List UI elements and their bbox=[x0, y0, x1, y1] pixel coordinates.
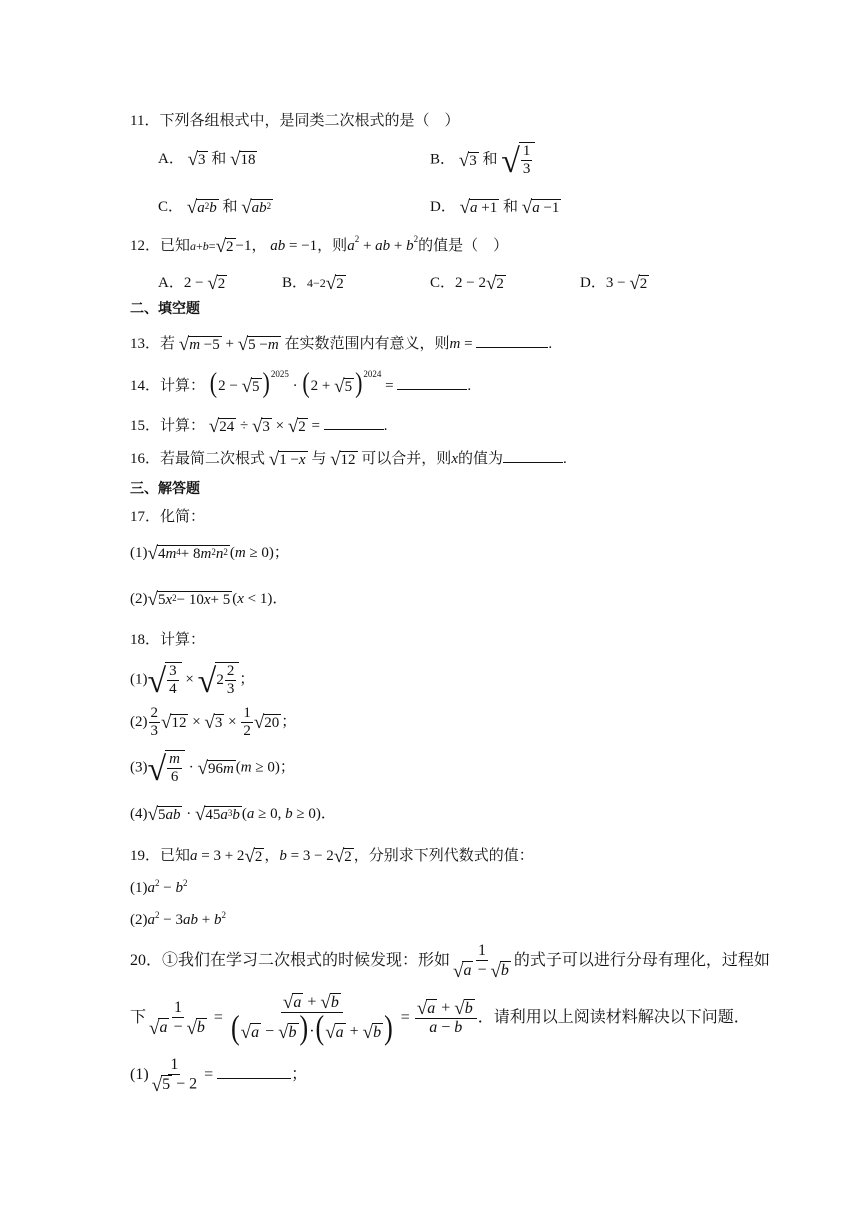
sqrt-20: √ 20 bbox=[253, 712, 280, 734]
q15-pre: 15．计算： bbox=[130, 418, 206, 434]
q15-end: . bbox=[383, 418, 388, 434]
option-label: D． bbox=[430, 198, 456, 215]
sqrt-one-third: √ $\frac{1}{3}$ bbox=[501, 142, 535, 179]
q11-option-a bbox=[158, 150, 257, 169]
q12-option-a: A．2 − √ 2 bbox=[158, 273, 226, 294]
sqrt-2: √ 2 bbox=[287, 416, 306, 438]
q17-part1: (1) √ 4 m $^4$ + 8 m $^2$ n $^2$ (m ≥ 0)； bbox=[130, 543, 289, 564]
sqrt-12: √ 12 bbox=[330, 449, 356, 471]
q16-mid: 与 bbox=[311, 451, 327, 467]
sqrt-18: √ 18 bbox=[230, 149, 256, 170]
answer-blank[interactable] bbox=[397, 377, 467, 390]
rationalize-fraction-2: √ a + √ b ( √ a − √ b )·( √ a + √ b ) bbox=[230, 992, 393, 1047]
q14: 14．计算： (2 − √ 5 )$^{2025}$ · (2 + √ 5 )$^{2024}$ = . bbox=[130, 366, 472, 399]
q13: 13．若 √ m −5 + √ 5 − m 在实数范围内有意义，则m = . bbox=[130, 334, 553, 356]
q19-comma: ， bbox=[264, 847, 280, 864]
q16-post: 的值为 bbox=[457, 451, 503, 467]
q12-option-c: C．2 − 2 √ 2 bbox=[430, 273, 504, 294]
part-label: (2) bbox=[130, 714, 148, 731]
q18-part2: (2) $\frac{2}{3}$ √ 12 × √ 3 × $\frac{1}{2}$ √ 20 ； bbox=[130, 705, 297, 740]
q19-pre: 19．已知 bbox=[130, 847, 191, 864]
and-word: 和 bbox=[482, 151, 498, 168]
and-word: 和 bbox=[503, 198, 519, 215]
sqrt-2: √ 2 bbox=[629, 273, 648, 294]
q16-end: . bbox=[563, 451, 567, 467]
q16-mid2: 可以合并，则 bbox=[361, 451, 452, 467]
q12-comma: ， bbox=[251, 237, 267, 254]
option-label: B． bbox=[430, 151, 456, 168]
q12-post: ，则 bbox=[317, 237, 348, 254]
sqrt-2: √ 2 bbox=[215, 236, 234, 257]
sqrt-5ab: √ 5 ab bbox=[147, 804, 181, 825]
sqrt-5: √ 5 bbox=[334, 376, 353, 398]
part-label: (4) bbox=[130, 805, 148, 822]
section-solution-problems: 三、解答题 bbox=[130, 481, 200, 497]
q15: 15．计算： √ 24 ÷ √ 3 × √ 2 = . bbox=[130, 416, 388, 438]
answer-blank[interactable] bbox=[324, 417, 384, 430]
sqrt-3: √ 3 bbox=[187, 149, 206, 170]
sqrt-1-minus-x: √ 1 − x bbox=[268, 449, 306, 471]
answer-blank[interactable] bbox=[217, 1066, 291, 1079]
q18-part3: (3) √ $\frac{m}{6}$ · √ 96 m (m ≥ 0)； bbox=[130, 750, 295, 788]
q13-pre: 13．若 bbox=[130, 336, 176, 352]
q18-part1: (1) √ $\frac{3}{4}$ × √ 2 $\frac{2}{3}$ ； bbox=[130, 662, 255, 700]
q14-pre: 14．计算： bbox=[130, 378, 206, 394]
q12-pre: 12．已知 bbox=[130, 237, 191, 254]
sqrt-2: √ 2 bbox=[333, 846, 352, 867]
section-fill-in-blank: 二、填空题 bbox=[130, 301, 200, 317]
q16-pre: 16．若最简二次根式 bbox=[130, 451, 266, 467]
sqrt-3: √ 3 bbox=[458, 149, 477, 171]
q20-line2-pre: 下 bbox=[130, 1008, 147, 1026]
q14-end: . bbox=[467, 378, 472, 394]
option-label: C． bbox=[158, 198, 184, 215]
q19-part2: $(2)a^2 - 3ab + b^2$ bbox=[130, 910, 226, 928]
q11-option-c bbox=[158, 198, 273, 217]
q19-part1: $(1)a^2 - b^2$ bbox=[130, 878, 188, 896]
answer-blank[interactable] bbox=[476, 335, 548, 348]
q11-option-d bbox=[430, 198, 561, 217]
option-label: D． bbox=[580, 274, 606, 291]
q20-post: 的式子可以进行分母有理化，过程如 bbox=[513, 952, 770, 970]
q20-part1: (1) 1 √ 5 − 2 = ； bbox=[130, 1056, 308, 1096]
part-label: (2) bbox=[130, 590, 148, 607]
answer-blank[interactable] bbox=[503, 450, 563, 463]
sqrt-2: √ 2 bbox=[485, 273, 504, 294]
sqrt-4m4-8m2n2: √ 4 m $^4$ + 8 m $^2$ n $^2$ bbox=[147, 543, 228, 564]
q20-p1-end: ； bbox=[291, 1066, 308, 1084]
q12-option-b: B．4−2 √ 2 bbox=[282, 273, 344, 294]
option-label: A． bbox=[158, 274, 184, 291]
q11-option-b bbox=[430, 142, 535, 179]
q18-part4: (4) √ 5 ab · √ 45 a $^3$ b (a ≥ 0, b ≥ 0)． bbox=[130, 804, 336, 825]
sqrt-5-minus-m: √ 5 − m bbox=[237, 334, 279, 356]
sqrt-5: √ 5 bbox=[241, 376, 260, 398]
option-label: C． bbox=[430, 274, 456, 291]
part-label: (2) bbox=[130, 912, 148, 928]
q12-stem: 12．已知a+b= √ 2 −1， ab = −1，则$a^2$ + ab + $b^2$的值是（ ） bbox=[130, 234, 509, 257]
sqrt-3-over-4: √ $\frac{3}{4}$ bbox=[148, 662, 182, 699]
sqrt-12: √ 12 bbox=[161, 712, 187, 734]
part-label: (1) bbox=[130, 880, 148, 896]
sqrt-ab2: √ ab $^2$ bbox=[241, 197, 272, 218]
part-label: (1) bbox=[130, 1066, 149, 1084]
sqrt-m-over-6: √ $\frac{m}{6}$ bbox=[148, 750, 186, 787]
q17-part2: (2) √ 5 x $^2$ − 10 x + 5 (x < 1)． bbox=[130, 589, 288, 610]
and-word: 和 bbox=[211, 150, 227, 167]
sqrt-96m: √ 96 m bbox=[197, 757, 234, 779]
q20-line2: 下 1 √ a − √ b = √ a + √ b ( √ a − √ b )·( √ a + √ b ) = √ a + √ b a − b ．请利用以上阅读材料解决以下问题． bbox=[130, 992, 750, 1047]
q11-stem: 11．下列各组根式中，是同类二次根式的是（ ） bbox=[130, 113, 460, 129]
q17-stem: 17．化简： bbox=[130, 509, 206, 525]
q19-stem: 19．已知a = 3 + 2 √ 2 ，b = 3 − 2 √ 2 ，分别求下列代数式的值： bbox=[130, 846, 534, 867]
sqrt-3: √ 3 bbox=[204, 712, 223, 734]
q13-post: 在实数范围内有意义，则 bbox=[284, 336, 450, 352]
sqrt-a-minus-1: √ a −1 bbox=[521, 197, 560, 218]
sqrt-2-and-2-thirds: √ 2 $\frac{2}{3}$ bbox=[198, 662, 240, 699]
sqrt-3: √ 3 bbox=[251, 416, 270, 438]
q20-line1: 20．①我们在学习二次根式的时候发现：形如 1 √ a − √ b 的式子可以进行分母有理化，过程如 bbox=[130, 942, 770, 982]
option-label: A． bbox=[158, 150, 184, 167]
sqrt-5x2-10x-5: √ 5 x $^2$ − 10 x + 5 bbox=[147, 589, 231, 610]
q20-line2-post: ．请利用以上阅读材料解决以下问题． bbox=[477, 1008, 750, 1026]
q13-end: . bbox=[548, 336, 553, 352]
q12-end: 的值是（ ） bbox=[418, 237, 509, 254]
sqrt-a2b: √ a $^2$ b bbox=[186, 197, 217, 218]
q12-option-d: D．3 − √ 2 bbox=[580, 273, 648, 294]
sqrt-a-plus-1: √ a +1 bbox=[459, 197, 498, 218]
part-label: (3) bbox=[130, 759, 148, 776]
and-word: 和 bbox=[222, 198, 238, 215]
rationalize-fraction-1: 1 √ a − √ b bbox=[149, 998, 205, 1039]
sqrt-45a3b: √ 45 a $^3$ b bbox=[194, 804, 240, 825]
part-label: (1) bbox=[130, 544, 148, 561]
q18-stem: 18．计算： bbox=[130, 632, 206, 648]
option-label: B． bbox=[282, 274, 308, 291]
sqrt-m-minus-5: √ m −5 bbox=[178, 334, 220, 356]
sqrt-2: √ 2 bbox=[244, 846, 263, 867]
q16: 16．若最简二次根式 √ 1 − x 与 √ 12 可以合并，则x的值为 . bbox=[130, 449, 567, 471]
sqrt-2: √ 2 bbox=[325, 273, 344, 294]
sqrt-24: √ 24 bbox=[208, 416, 235, 438]
sqrt-2: √ 2 bbox=[207, 273, 226, 294]
q20-pre: 20．①我们在学习二次根式的时候发现：形如 bbox=[130, 952, 451, 970]
q19-post: ，分别求下列代数式的值： bbox=[353, 847, 534, 864]
part-label: (1) bbox=[130, 671, 148, 688]
rationalize-fraction-3: √ a + √ b a − b bbox=[415, 999, 477, 1038]
